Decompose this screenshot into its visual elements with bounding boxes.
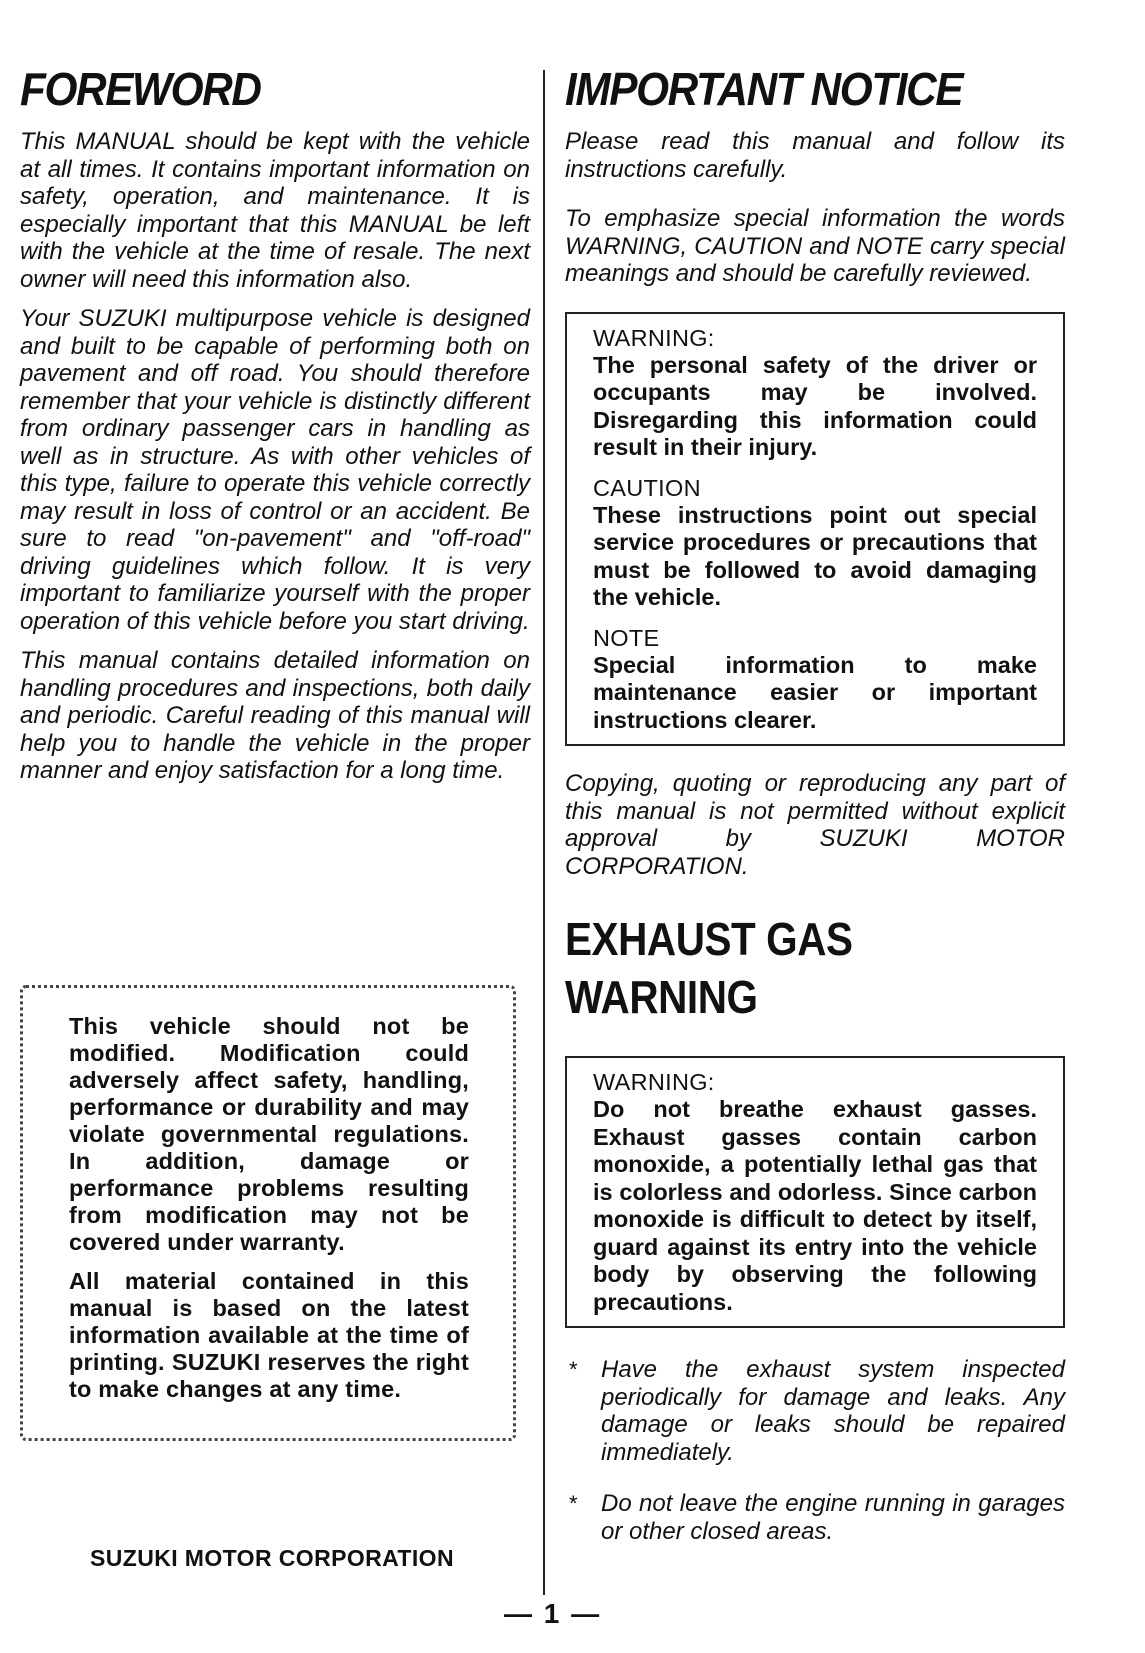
warning-text: The personal safety of the driver or occupants may be involved. Disregarding this information could result in their injury. <box>593 351 1037 460</box>
note-text: Special information to make maintenance easier or important instructions clearer. <box>593 651 1037 733</box>
modification-notice-box <box>20 985 516 1441</box>
foreword-section <box>20 60 530 785</box>
copyright-notice: Copying, quoting or reproducing any part of this manual is not permitted without explicit approval by SUZUKI MOTOR CORPORATION. <box>565 770 1065 880</box>
precaution-text: Do not leave the engine running in garages or other closed areas. <box>601 1490 1065 1545</box>
exhaust-warning-box <box>565 1056 1065 1328</box>
warning-label: WARNING: <box>593 324 715 351</box>
list-item <box>565 1356 1065 1466</box>
modification-notice-paragraph-1: This vehicle should not be modified. Modification could adversely affect safety, handling, performance or durability and may violate governmental regulations. In addition, damage or performance problems resulting from modification may not be covered under warranty. <box>69 1013 469 1255</box>
important-notice-paragraph-1: Please read this manual and follow its instructions carefully. <box>565 128 1065 183</box>
foreword-paragraph-3: This manual contains detailed information on handling procedures and inspections, both daily and periodic. Careful reading of this manual will help you to handle the vehicle in the proper manner and enjoy satisfaction for a long time. <box>20 647 530 784</box>
foreword-title: FOREWORD <box>20 63 261 115</box>
modification-notice-paragraph-2: All material contained in this manual is based on the latest information available at the time of printing. SUZUKI reserves the right to make changes at any time. <box>69 1268 469 1402</box>
list-item <box>565 1490 1065 1545</box>
precaution-text: Have the exhaust system inspected periodically for damage and leaks. Any damage or leaks should be repaired immediately. <box>601 1356 1065 1466</box>
caution-label: CAUTION <box>593 474 701 501</box>
company-name: SUZUKI MOTOR CORPORATION <box>90 1545 454 1571</box>
caution-text: These instructions point out special service procedures or precautions that must be followed to avoid damaging the vehicle. <box>593 501 1037 610</box>
bullet-asterisk: * <box>569 1357 578 1382</box>
important-notice-title: IMPORTANT NOTICE <box>565 63 963 115</box>
exhaust-warning-label: WARNING: <box>593 1069 715 1095</box>
bullet-asterisk: * <box>569 1491 578 1516</box>
column-divider <box>543 70 545 1595</box>
page-number: — 1 — <box>504 1598 602 1629</box>
exhaust-precautions-list <box>565 1356 1065 1545</box>
important-notice-paragraph-2: To emphasize special information the words WARNING, CAUTION and NOTE carry special meanings and should be carefully reviewed. <box>565 205 1065 287</box>
note-label: NOTE <box>593 624 660 651</box>
foreword-paragraph-2: Your SUZUKI multipurpose vehicle is designed and built to be capable of performing both on pavement and off road. You should therefore remember that your vehicle is distinctly different from ordinary passenger cars in handling as well as in structure. As with other vehicles of this type, failure to operate this vehicle correctly may result in loss of control or an accident. Be sure to read "on-pavement" and "off-road" driving guidelines which follow. It is very important to familiarize yourself with the proper operation of this vehicle before you start driving. <box>20 305 530 635</box>
foreword-paragraph-1: This MANUAL should be kept with the vehicle at all times. It contains important information on safety, operation, and maintenance. It is especially important that this MANUAL be left with the vehicle at the time of resale. The next owner will need this information also. <box>20 128 530 293</box>
warning-caution-note-box <box>565 312 1065 747</box>
exhaust-warning-text: Do not breathe exhaust gasses. Exhaust gasses contain carbon monoxide, a potentially lethal gas that is colorless and odorless. Since carbon monoxide is difficult to detect by itself, guard against its entry into the vehicle body by observing the following precautions. <box>593 1096 1037 1315</box>
important-notice-section <box>565 60 1065 1545</box>
exhaust-gas-warning-title: EXHAUST GAS WARNING <box>565 913 853 1023</box>
